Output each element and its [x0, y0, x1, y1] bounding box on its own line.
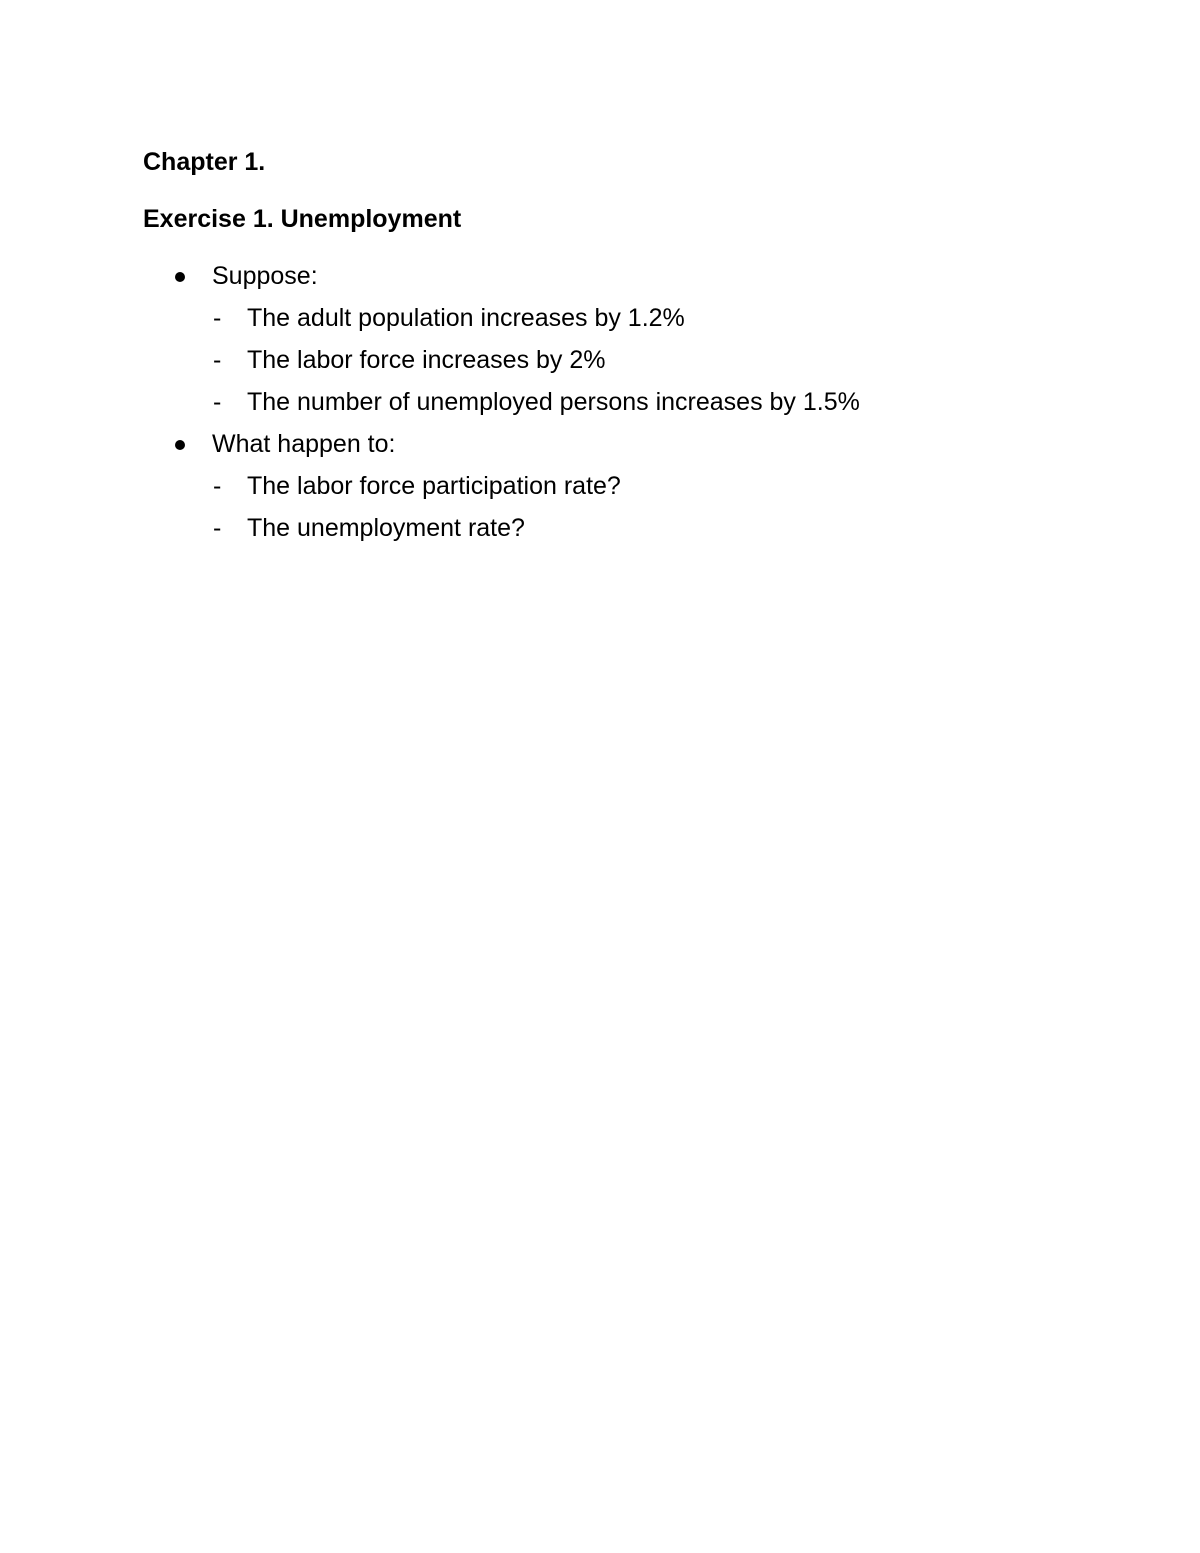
sub-list-item [175, 339, 1075, 381]
bullet-dot-icon [175, 440, 185, 450]
sub-list-item [175, 297, 1075, 339]
dash-icon: - [213, 514, 222, 542]
bullet-item-what-happen [175, 423, 1075, 465]
bullet-label: Suppose: [212, 262, 318, 290]
dash-icon: - [213, 472, 222, 500]
sub-list-item [175, 381, 1075, 423]
bullet-label: What happen to: [212, 430, 396, 458]
chapter-title: Chapter 1. [143, 148, 266, 176]
dash-icon: - [213, 388, 222, 416]
sub-list-item [175, 507, 1075, 549]
sub-item-text: The labor force increases by 2% [247, 346, 606, 374]
sub-item-text: The adult population increases by 1.2% [247, 304, 685, 332]
sub-item-text: The labor force participation rate? [247, 472, 621, 500]
sub-item-text: The number of unemployed persons increases by 1.5% [247, 388, 860, 416]
exercise-title: Exercise 1. Unemployment [143, 205, 462, 233]
sub-item-text: The unemployment rate? [247, 514, 525, 542]
bullet-dot-icon [175, 272, 185, 282]
dash-icon: - [213, 304, 222, 332]
sub-list-item [175, 465, 1075, 507]
dash-icon: - [213, 346, 222, 374]
bullet-list [175, 255, 1075, 549]
bullet-item-suppose [175, 255, 1075, 297]
